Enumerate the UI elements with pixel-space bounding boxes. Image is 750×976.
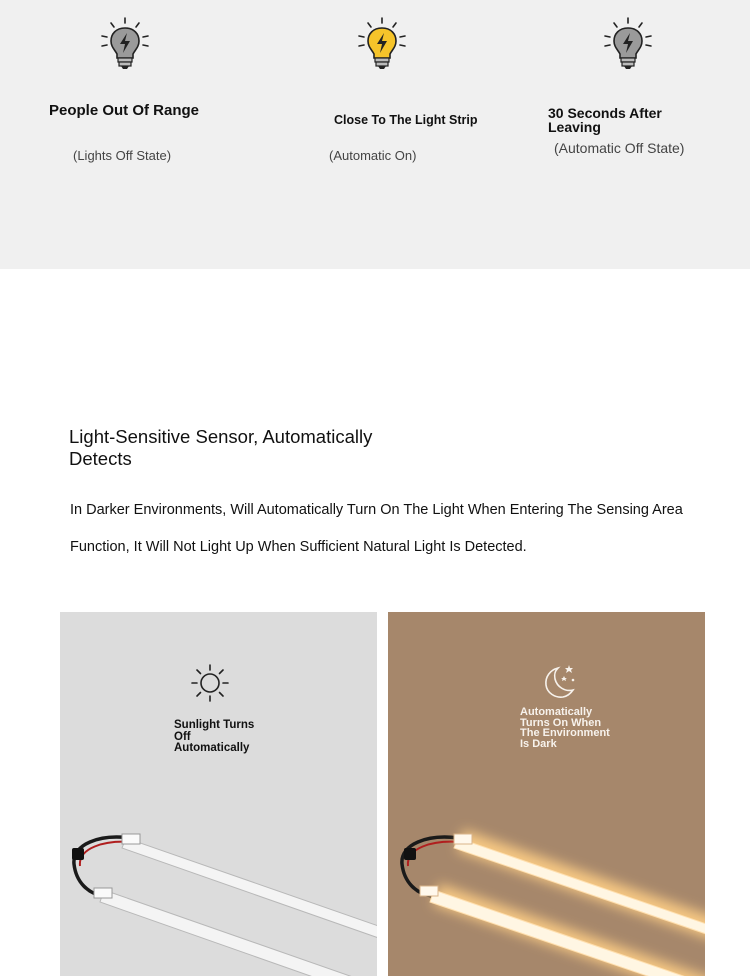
lightbulb-on-icon <box>355 16 409 72</box>
sensor-section-title: Light-Sensitive Sensor, Automatically Detects <box>69 426 373 469</box>
state-subtitle-automatic-off: (Automatic Off State) <box>554 140 685 156</box>
daylight-panel <box>60 612 377 976</box>
state-title-after-leaving: 30 Seconds After Leaving <box>548 105 662 135</box>
state-subtitle-lights-off: (Lights Off State) <box>73 148 172 163</box>
sensor-section-description: In Darker Environments, Will Automatically Turn On The Light When Entering The Sensing Area Function, It Will Not Light Up When Sufficient Natural Light Is Detected. <box>70 502 683 555</box>
state-subtitle-automatic-on: (Automatic On) <box>329 148 417 163</box>
darkness-panel <box>388 612 705 976</box>
state-title-out-of-range: People Out Of Range <box>49 102 200 119</box>
lightbulb-off-icon <box>98 16 152 72</box>
moon-stars-icon <box>540 662 580 702</box>
sunlight-off-label: Sunlight Turns Off Automatically <box>174 719 255 754</box>
sun-icon <box>190 663 230 703</box>
dark-auto-on-label: Automatically Turns On When The Environment Is Dark <box>520 706 610 750</box>
state-title-close-to-strip: Close To The Light Strip <box>334 113 478 127</box>
lightbulb-off-icon <box>601 16 655 72</box>
